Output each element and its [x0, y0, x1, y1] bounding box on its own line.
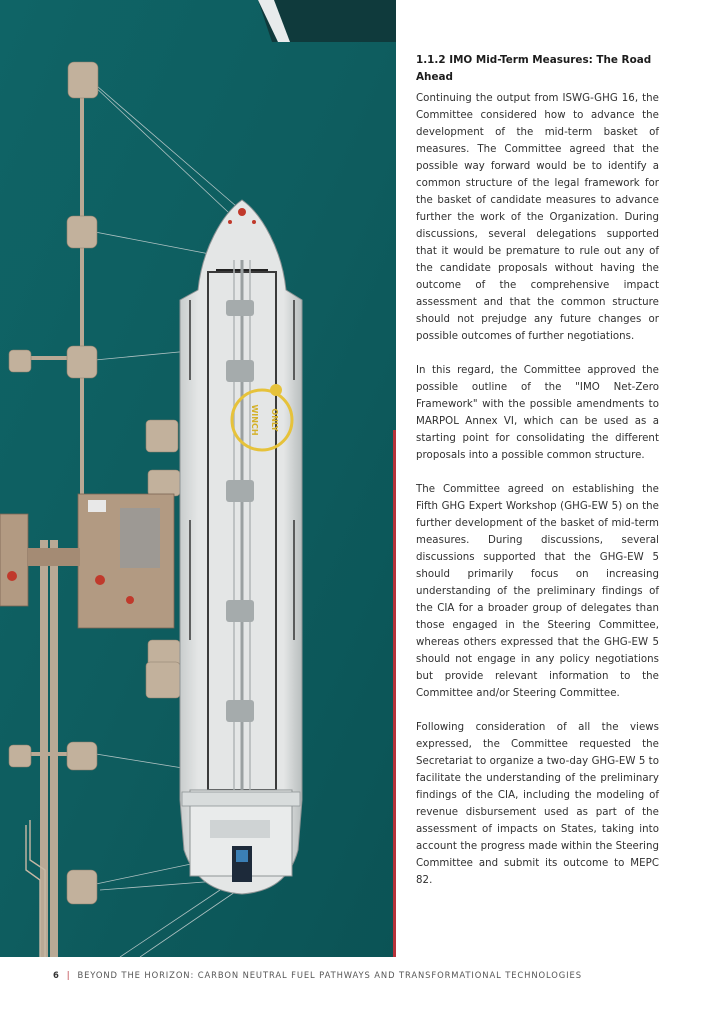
- paragraph-3: The Committee agreed on establishing the Fifth GHG Expert Workshop (GHG-EW 5) on the further development of the basket of mid-term measures. During discussions, several discussions supported that the GHG-EW 5 should primarily focus on increasing understanding of the preliminary findings of the CIA for a broader group of delegates than those engaged in the Steering Committee, whereas others expressed that the GHG-EW 5 should not engage in any policy negotiations but provide relevant information to the Committee and/or Steering Committee.: [416, 484, 659, 699]
- publication-title: BEYOND THE HORIZON: CARBON NEUTRAL FUEL PATHWAYS AND TRANSFORMATIONAL TECHNOLOGIES: [77, 970, 582, 980]
- paragraph-2: In this regard, the Committee approved the possible outline of the "IMO Net-Zero Framework" with the possible amendments to MARPOL Annex VI, which can be used as a starting point for consolidating the different proposals into a possible common structure.: [416, 365, 659, 461]
- article-column: [416, 52, 659, 906]
- page-number: 6: [53, 970, 60, 980]
- helipad-text-only: ONLY: [270, 408, 279, 432]
- paragraph-1: Continuing the output from ISWG-GHG 16, the Committee considered how to advance the development of the mid-term basket of measures. The Committee agreed that the possible way forward would be to identify a common structure of the legal framework for the basket of candidate measures to advance further the work of the Organization. During discussions, several delegations supported that it would be premature to rule out any of the candidate proposals without having the outcome of the comprehensive impact assessment and that the common structure should not prejudge any future changes or possible outcomes of further negotiations.: [416, 93, 659, 342]
- helipad-text-winch: WINCH: [250, 404, 259, 436]
- tanker-ship: [180, 200, 302, 894]
- accent-rule: [393, 430, 396, 957]
- paragraph-4: Following consideration of all the views expressed, the Committee requested the Secretariat to organize a two-day GHG-EW 5 to facilitate the understanding of the preliminary findings of the CIA, including the modeling of revenue disbursement used as part of the assessment of impacts on States, taking into account the progress made within the Steering Committee and submit its outcome to MEPC 82.: [416, 722, 659, 886]
- footer-separator: |: [66, 970, 71, 980]
- page-footer: [53, 970, 582, 980]
- section-heading: 1.1.2 IMO Mid-Term Measures: The Road Ahead: [416, 54, 652, 83]
